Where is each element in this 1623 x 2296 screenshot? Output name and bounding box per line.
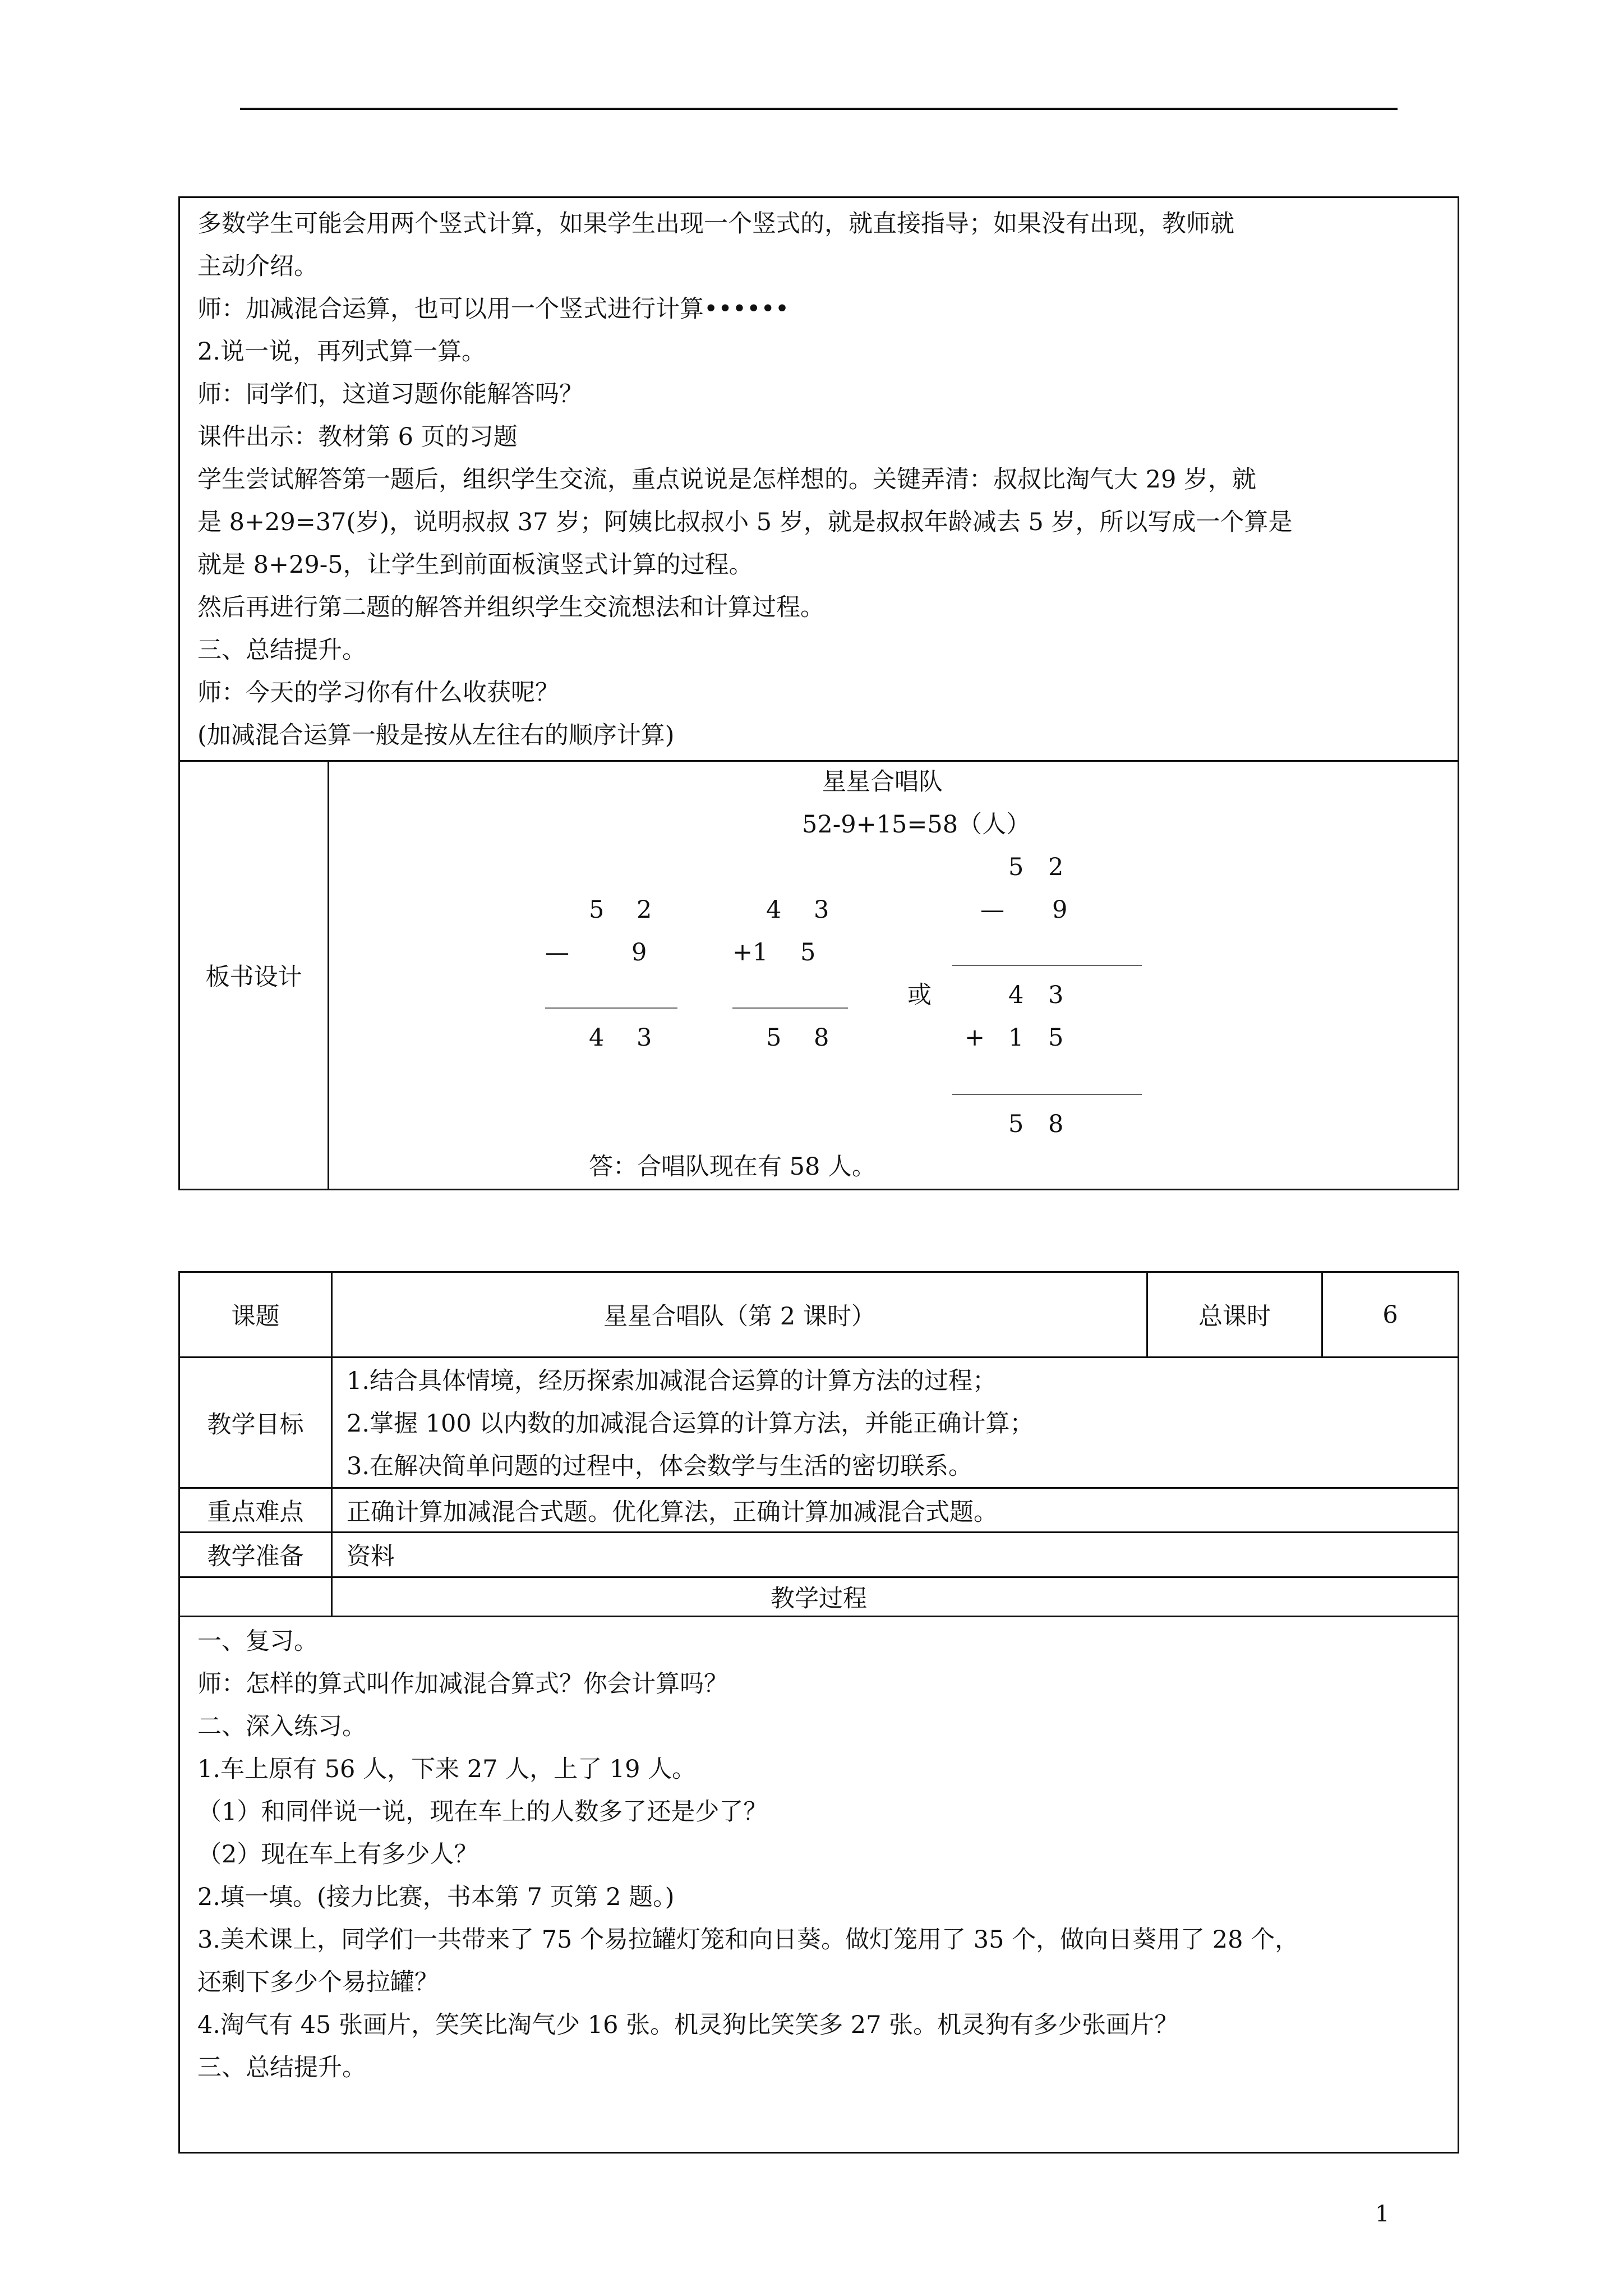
table2-row-divider [178,1356,1459,1358]
process-line: 主动介绍。 [197,252,318,280]
calc3-top: 5 2 [1008,853,1064,881]
process-line: 一、复习。 [197,1627,318,1655]
process-line: 就是 8+29-5，让学生到前面板演竖式计算的过程。 [197,551,753,579]
board-equation: 52-9+15=58（人） [802,811,1031,839]
calc3-mid: 4 3 [1008,981,1064,1009]
calc1-top: 5 2 [589,896,665,924]
calc2-top: 4 3 [766,896,842,924]
calc3-op1: — [980,896,1004,924]
table1-col-divider [328,760,329,1190]
process-line: （2）现在车上有多少人？ [197,1841,478,1869]
goal-item: 2.掌握 100 以内数的加减混合运算的计算方法，并能正确计算； [347,1410,1034,1438]
board-design-label: 板书设计 [205,963,302,991]
key-points-value: 正确计算加减混合式题。优化算法，正确计算加减混合式题。 [347,1498,998,1526]
process-line: 4.淘气有 45 张画片，笑笑比淘气少 16 张。机灵狗比笑笑多 27 张。机灵狗有多少张画片？ [197,2011,1179,2039]
table1-row-divider [178,760,1459,762]
goal-item: 1.结合具体情境，经历探索加减混合运算的计算方法的过程； [347,1367,997,1395]
preparation-label: 教学准备 [207,1543,304,1571]
calc3-result: 5 8 [1008,1110,1064,1138]
calc1-num: 9 [631,938,647,967]
calc1-underline [545,1007,677,1009]
process-line: 师：怎样的算式叫作加减混合算式？你会计算吗？ [197,1670,728,1698]
process-line: 三、总结提升。 [197,636,366,664]
preparation-value: 资料 [347,1543,395,1571]
calc1-result: 4 3 [589,1024,665,1052]
calc3-underline-1 [952,965,1142,966]
process-line: 然后再进行第二题的解答并组织学生交流想法和计算过程。 [197,593,824,622]
calc3-num1: 9 [1052,896,1068,924]
board-answer: 答：合唱队现在有 58 人。 [589,1153,877,1181]
process-line: 师：同学们，这道习题你能解答吗？ [197,380,583,408]
table2-row-divider [178,1616,1459,1617]
process-line: 是 8+29=37(岁)，说明叔叔 37 岁；阿姨比叔叔小 5 岁，就是叔叔年龄减去 5 岁，所以写成一个算是 [197,508,1293,536]
process-line: 1.车上原有 56 人，下来 27 人，上了 19 人。 [197,1755,697,1783]
process-line: 2.填一填。(接力比赛，书本第 7 页第 2 题。) [197,1883,675,1911]
process-line: (加减混合运算一般是按从左往右的顺序计算) [197,721,675,749]
board-title: 星星合唱队 [822,768,943,796]
process-header: 教学过程 [771,1585,867,1613]
calc3-underline-2 [952,1094,1142,1095]
header-rule [240,108,1398,110]
key-points-label: 重点难点 [207,1498,304,1526]
page-number: 1 [1375,2201,1390,2227]
or-label: 或 [907,981,932,1009]
total-hours-value: 6 [1382,1300,1398,1329]
calc3-num2: 1 5 [1008,1024,1064,1052]
process-line: 师：今天的学习你有什么收获呢？ [197,679,559,707]
calc2-num: 1 5 [753,938,828,967]
process-line: 2.说一说，再列式算一算。 [197,338,486,366]
process-line: 3.美术课上，同学们一共带来了 75 个易拉罐灯笼和向日葵。做灯笼用了 35 个，做向日葵用了 28 个， [197,1926,1299,1954]
process-line: 二、深入练习。 [197,1713,366,1741]
calc3-op2: + [965,1024,985,1052]
process-line: 三、总结提升。 [197,2054,366,2082]
goals-label: 教学目标 [207,1410,304,1439]
topic-label: 课题 [231,1303,280,1331]
total-hours-label: 总课时 [1198,1303,1271,1331]
calc1-op: — [545,938,569,967]
topic-value: 星星合唱队（第 2 课时） [603,1303,875,1331]
process-line: （1）和同伴说一说，现在车上的人数多了还是少了？ [197,1798,768,1826]
calc2-result: 5 8 [766,1024,842,1052]
process-line: 还剩下多少个易拉罐？ [197,1968,439,1996]
process-line: 师：加减混合运算，也可以用一个竖式进行计算•••••• [197,295,790,323]
calc2-op: + [732,938,753,967]
process-line: 学生尝试解答第一题后，组织学生交流，重点说说是怎样想的。关键弄清：叔叔比淘气大 29 岁，就 [197,466,1257,494]
process-line: 课件出示：教材第 6 页的习题 [197,423,518,451]
calc2-underline [732,1007,848,1009]
process-line: 多数学生可能会用两个竖式计算，如果学生出现一个竖式的，就直接指导；如果没有出现，教师就 [197,210,1234,238]
goal-item: 3.在解决简单问题的过程中，体会数学与生活的密切联系。 [347,1452,973,1480]
